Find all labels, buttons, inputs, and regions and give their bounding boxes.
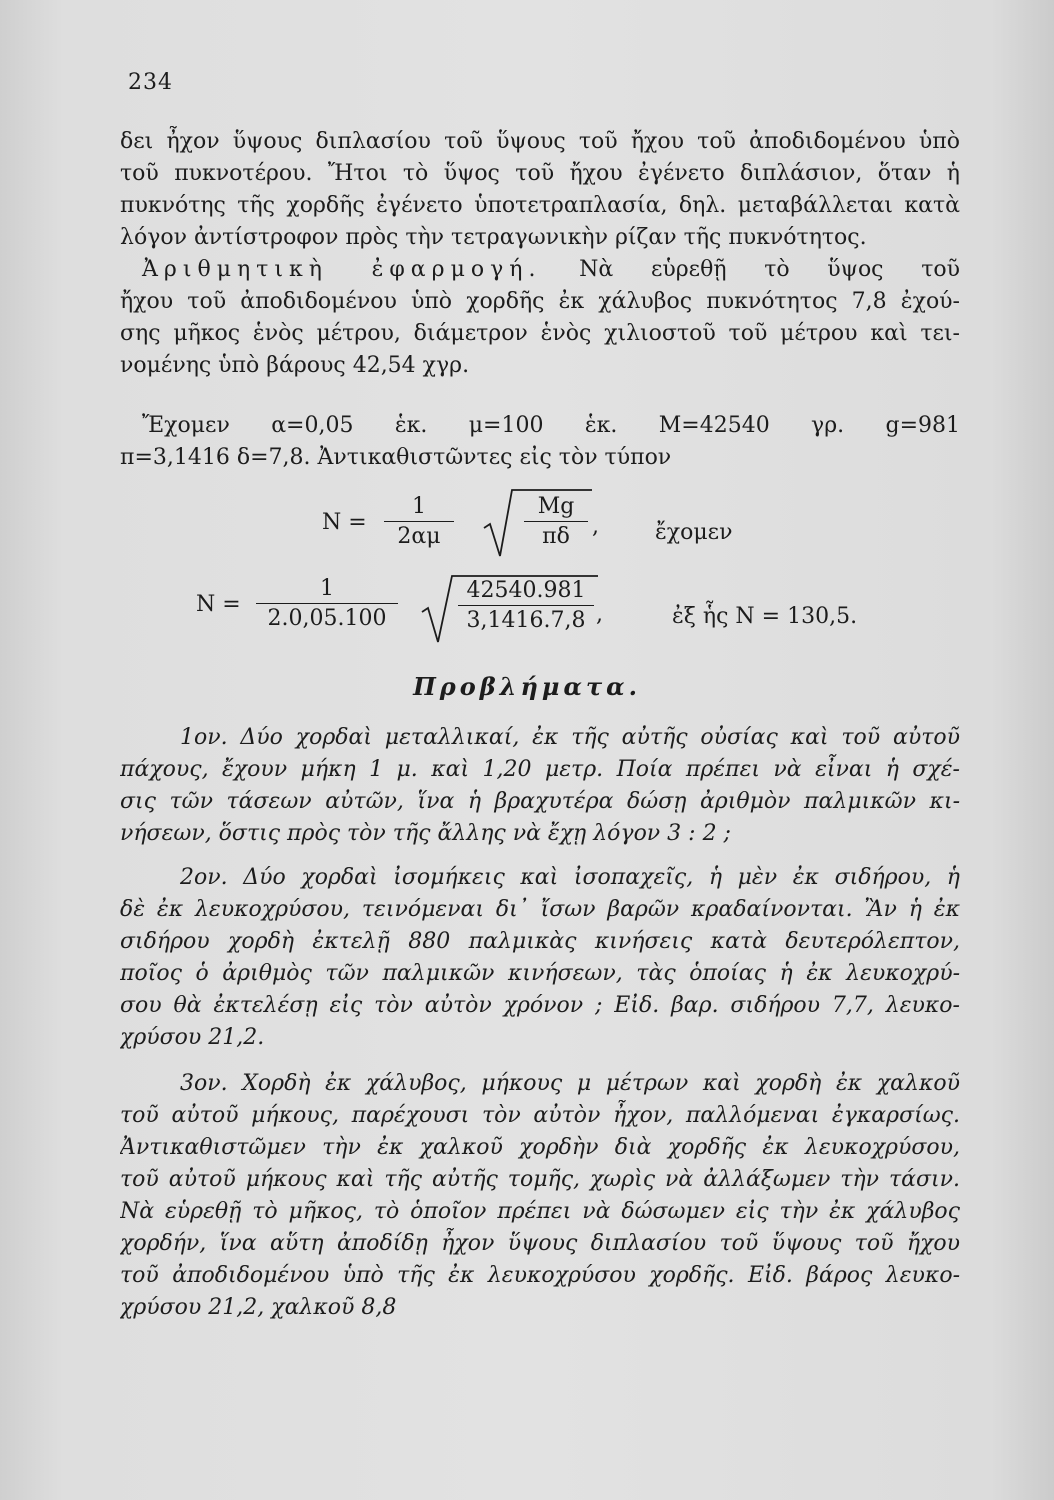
fraction-denominator: 2.0,05.100 — [267, 606, 387, 631]
text-line — [120, 254, 960, 286]
formula-fraction — [384, 494, 454, 549]
fraction-numerator: 1 — [384, 494, 454, 522]
formula-tail: ἔχομεν — [655, 520, 733, 545]
formula-tail: ἐξ ἧς N = 130,5. — [672, 604, 858, 629]
text-line: χρύσου 21,2. — [120, 1025, 265, 1050]
text-line: ἤχου τοῦ ἀποδιδομένου ὑπὸ χορδῆς ἐκ χάλυβος πυκνότητος 7,8 ἐχού- — [120, 289, 960, 314]
text-line: νομένης ὑπὸ βάρους 42,54 χγρ. — [120, 353, 470, 378]
radicand-denominator: πδ — [542, 524, 570, 549]
text-line: νήσεων, ὅστις πρὸς τὸν τῆς ἄλλης νὰ ἔχῃ λόγον 3 : 2 ; — [120, 821, 731, 846]
formula-fraction — [256, 576, 398, 631]
radicand-numerator: Mg — [524, 494, 588, 522]
text-line: π=3,1416 δ=7,8. Ἀντικαθιστῶντες εἰς τὸν τύπον — [120, 445, 672, 470]
text-line: πυκνότης τῆς χορδῆς ἐγένετο ὑποτετραπλασία, δηλ. μεταβάλλεται κατὰ — [120, 193, 960, 218]
page-number: 234 — [128, 70, 173, 95]
text-line: Ἀντικαθιστῶμεν τὴν ἐκ χαλκοῦ χορδὴν διὰ χορδῆς ἐκ λευκοχρύσου, — [120, 1135, 960, 1160]
text-line: 2ον. Δύο χορδαὶ ἰσομήκεις καὶ ἰσοπαχεῖς, ἡ μὲν ἐκ σιδήρου, ἡ — [180, 865, 960, 890]
text-line: σιδήρου χορδὴ ἐκτελῇ 880 παλμικὰς κινήσεις κατὰ δευτερόλεπτον, — [120, 929, 960, 954]
intro-paragraph — [120, 126, 960, 254]
problem-2 — [120, 862, 960, 1054]
problem-3 — [120, 1068, 960, 1324]
text-line: Νὰ εὑρεθῇ τὸ μῆκος, τὸ ὁποῖον πρέπει νὰ δώσωμεν εἰς τὴν ἐκ χάλυβος — [120, 1199, 960, 1224]
text-line: δὲ ἐκ λευκοχρύσου, τεινόμεναι δι᾽ ἴσων βαρῶν κραδαίνονται. Ἂν ἡ ἐκ — [120, 897, 960, 922]
fraction-numerator: 1 — [256, 576, 398, 604]
text-line: τοῦ ἀποδιδομένου ὑπὸ τῆς ἐκ λευκοχρύσου χορδῆς. Εἰδ. βάρος λευκο- — [120, 1263, 960, 1288]
text-line: πάχους, ἔχουν μήκη 1 μ. καὶ 1,20 μετρ. Ποία πρέπει νὰ εἶναι ἡ σχέ- — [120, 757, 960, 782]
application-paragraph — [120, 254, 960, 382]
text-line: σου θὰ ἐκτελέσῃ εἰς τὸν αὐτὸν χρόνον ; Εἰδ. βαρ. σιδήρου 7,7, λευκο- — [120, 993, 960, 1018]
text-line: σης μῆκος ἑνὸς μέτρου, διάμετρον ἑνὸς χιλιοστοῦ τοῦ μέτρου καὶ τει- — [120, 321, 960, 346]
text-line: λόγον ἀντίστροφον πρὸς τὴν τετραγωνικὴν ρίζαν τῆς πυκνότητος. — [120, 225, 867, 250]
text-line: χρύσου 21,2, χαλκοῦ 8,8 — [120, 1295, 397, 1320]
application-text: Νὰ εὑρεθῇ τὸ ὕψος τοῦ — [579, 257, 960, 282]
text-line: τοῦ αὐτοῦ μήκους, παρέχουσι τὸν αὐτὸν ἦχον, παλλόμεναι ἐγκαρσίως. — [120, 1103, 960, 1128]
radicand-fraction — [458, 578, 594, 633]
problems-heading: Προβλήματα. — [413, 672, 641, 701]
given-values — [120, 410, 960, 474]
text-line: δει ἦχον ὕψους διπλασίου τοῦ ὕψους τοῦ ἤχου τοῦ ἀποδιδομένου ὑπὸ — [120, 129, 960, 154]
text-line: χορδήν, ἵνα αὕτη ἀποδίδῃ ἦχον ὕψους διπλασίου τοῦ ὕψους τοῦ ἤχου — [120, 1231, 960, 1256]
text-line: σις τῶν τάσεων αὐτῶν, ἵνα ἡ βραχυτέρα δώσῃ ἀριθμὸν παλμικῶν κι- — [120, 789, 960, 814]
formula-lhs: N = — [322, 510, 367, 535]
text-line: τοῦ πυκνοτέρου. Ἤτοι τὸ ὕψος τοῦ ἤχου ἐγένετο διπλάσιον, ὅταν ἡ — [120, 161, 960, 186]
text-line: 3ον. Χορδὴ ἐκ χάλυβος, μήκους μ μέτρων καὶ χορδὴ ἐκ χαλκοῦ — [180, 1071, 960, 1096]
text-line: Ἔχομεν α=0,05 ἑκ. μ=100 ἑκ. Μ=42540 γρ. g=981 — [142, 413, 960, 438]
text-line: τοῦ αὐτοῦ μήκους καὶ τῆς αὐτῆς τομῆς, χωρὶς νὰ ἀλλάξωμεν τὴν τάσιν. — [120, 1167, 960, 1192]
application-title: Ἀριθμητικὴ ἐφαρμογή. — [142, 257, 542, 282]
radicand-numerator: 42540.981 — [458, 578, 594, 606]
formula-comma: , — [596, 602, 603, 627]
radicand-denominator: 3,1416.7,8 — [466, 608, 586, 633]
problem-1 — [120, 722, 960, 850]
formula-comma: , — [592, 514, 599, 539]
text-line: ποῖος ὁ ἀριθμὸς τῶν παλμικῶν κινήσεων, τὰς ὁποίας ἡ ἐκ λευκοχρύ- — [120, 961, 960, 986]
radicand-fraction — [524, 494, 588, 549]
fraction-denominator: 2αμ — [397, 524, 441, 549]
text-line: 1ον. Δύο χορδαὶ μεταλλικαί, ἐκ τῆς αὐτῆς οὐσίας καὶ τοῦ αὐτοῦ — [180, 725, 960, 750]
formula-lhs: N = — [196, 592, 241, 617]
